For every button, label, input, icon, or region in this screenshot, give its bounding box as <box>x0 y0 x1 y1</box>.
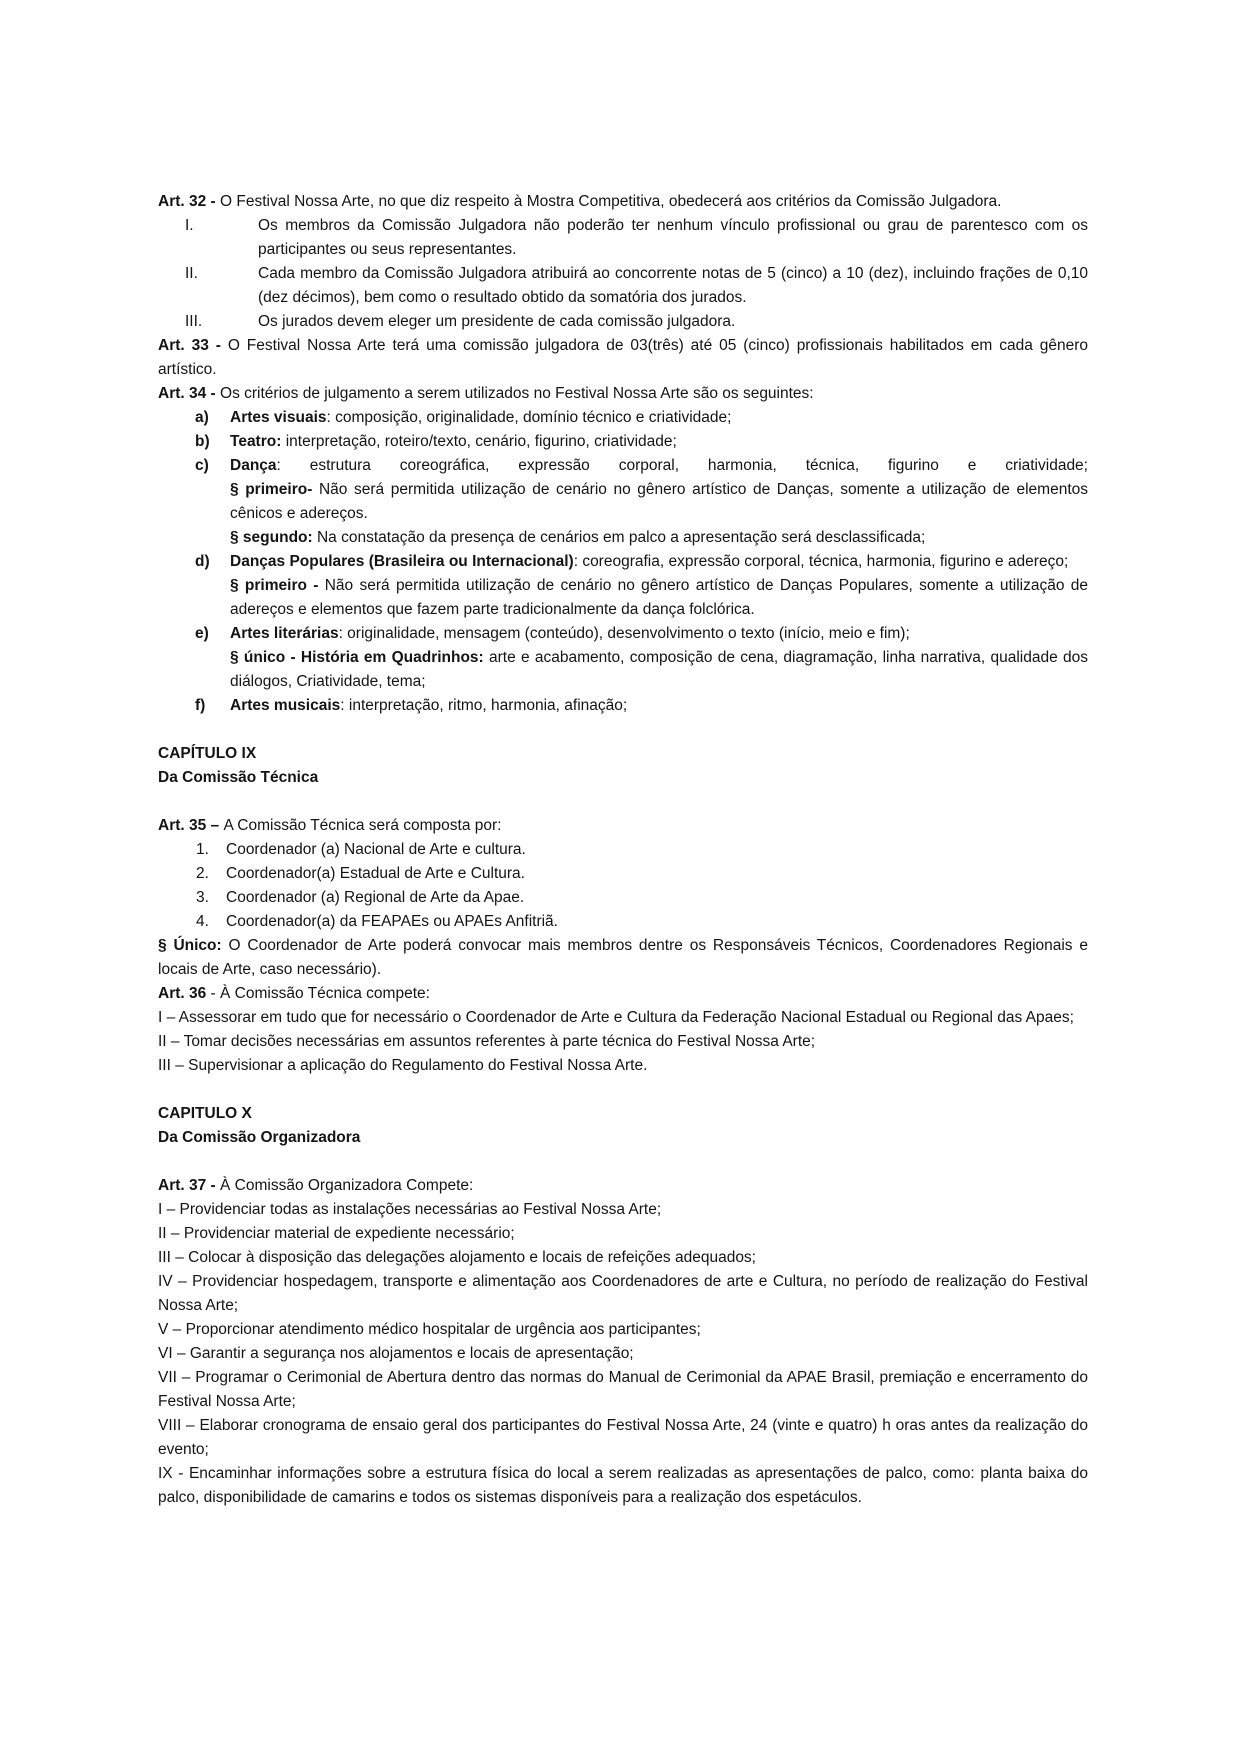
paragraph <box>158 1054 1088 1078</box>
text-run: O Coordenador de Arte poderá convocar mais membros dentre os Responsáveis Técnicos, Coordenadores Regionais e locais de Arte, caso necessário). <box>158 937 1089 978</box>
text-run: O Festival Nossa Arte, no que diz respeito à Mostra Competitiva, obedecerá aos critérios da Comissão Julgadora. <box>220 193 1002 210</box>
text-run: VI – Garantir a segurança nos alojamentos e locais de apresentação; <box>158 1345 634 1362</box>
paragraph <box>158 1174 1088 1198</box>
list-marker: c) <box>195 457 209 474</box>
list-item <box>158 550 1088 574</box>
text-run: § único - História em Quadrinhos: <box>230 649 489 666</box>
text-run: A Comissão Técnica será composta por: <box>223 817 502 834</box>
text-run: - À Comissão Técnica compete: <box>206 985 430 1002</box>
list-item <box>158 214 1088 262</box>
document-body <box>158 190 1088 1510</box>
blank-line <box>158 1078 1088 1102</box>
blank-line <box>158 718 1088 742</box>
text-run: Não será permitida utilização de cenário no gênero artístico de Danças Populares, somente a utilização de adereços e elementos que fazem parte tradicionalmente da dança folclórica. <box>230 577 1088 618</box>
paragraph <box>158 1006 1088 1030</box>
list-marker: 1. <box>196 841 209 858</box>
paragraph <box>158 190 1088 214</box>
text-run: Art. 36 <box>158 985 207 1002</box>
text-run: Artes visuais <box>230 409 327 426</box>
text-run: : originalidade, mensagem (conteúdo), desenvolvimento o texto (início, meio e fim); <box>338 625 910 642</box>
text-run: VII – Programar o Cerimonial de Abertura dentro das normas do Manual de Cerimonial da APAE Brasil, premiação e encerramento do Festival Nossa Arte; <box>158 1369 1088 1410</box>
text-run: Artes musicais <box>230 697 341 714</box>
list-item <box>158 262 1088 310</box>
list-item <box>158 838 1088 862</box>
text-run: Os critérios de julgamento a serem utilizados no Festival Nossa Arte são os seguintes: <box>220 385 814 402</box>
text-run: V – Proporcionar atendimento médico hospitalar de urgência aos participantes; <box>158 1321 701 1338</box>
paragraph <box>158 1414 1088 1462</box>
text-run: § Único: <box>158 937 229 954</box>
text-run: Coordenador(a) Estadual de Arte e Cultura. <box>226 865 525 882</box>
paragraph <box>158 1462 1088 1510</box>
paragraph <box>158 646 1088 694</box>
list-marker: 3. <box>196 889 209 906</box>
text-run: II – Tomar decisões necessárias em assuntos referentes à parte técnica do Festival Nossa Arte; <box>158 1033 816 1050</box>
text-run: Art. 33 - <box>158 337 228 354</box>
text-run: III – Supervisionar a aplicação do Regulamento do Festival Nossa Arte. <box>158 1057 648 1074</box>
text-run: Os membros da Comissão Julgadora não poderão ter nenhum vínculo profissional ou grau de parentesco com os participantes ou seus representantes. <box>258 217 1088 258</box>
text-run: : interpretação, ritmo, harmonia, afinação; <box>340 697 628 714</box>
text-run: Os jurados devem eleger um presidente de cada comissão julgadora. <box>258 313 736 330</box>
text-run: : composição, originalidade, domínio técnico e criatividade; <box>326 409 732 426</box>
paragraph <box>158 1030 1088 1054</box>
list-item <box>158 910 1088 934</box>
list-item <box>158 430 1088 454</box>
text-run: Coordenador (a) Nacional de Arte e cultura. <box>226 841 526 858</box>
text-run: À Comissão Organizadora Compete: <box>220 1177 474 1194</box>
text-run: Da Comissão Técnica <box>158 769 319 786</box>
text-run: II – Providenciar material de expediente necessário; <box>158 1225 515 1242</box>
text-run: IV – Providenciar hospedagem, transporte e alimentação aos Coordenadores de arte e Cultura, no período de realização do Festival Nossa Arte; <box>158 1273 1088 1314</box>
list-item <box>158 886 1088 910</box>
section-heading <box>158 1102 1088 1126</box>
paragraph <box>158 334 1088 382</box>
paragraph <box>158 382 1088 406</box>
paragraph <box>158 814 1088 838</box>
section-heading <box>158 742 1088 766</box>
list-marker: d) <box>195 553 210 570</box>
list-marker: b) <box>195 433 210 450</box>
text-run: Da Comissão Organizadora <box>158 1129 361 1146</box>
text-run: CAPÍTULO IX <box>158 745 257 762</box>
blank-line <box>158 790 1088 814</box>
text-run: Coordenador (a) Regional de Arte da Apae. <box>226 889 525 906</box>
list-item <box>158 406 1088 430</box>
list-marker: e) <box>195 625 209 642</box>
list-marker: 4. <box>196 913 209 930</box>
paragraph <box>158 526 1088 550</box>
paragraph <box>158 934 1088 982</box>
text-run: Dança <box>230 457 277 474</box>
paragraph <box>158 1222 1088 1246</box>
section-heading <box>158 1126 1088 1150</box>
text-run: Teatro: <box>230 433 282 450</box>
paragraph <box>158 1270 1088 1318</box>
paragraph <box>158 1198 1088 1222</box>
list-item <box>158 862 1088 886</box>
text-run: Na constatação da presença de cenários em palco a apresentação será desclassificada; <box>316 529 926 546</box>
list-marker: III. <box>185 313 203 330</box>
paragraph <box>158 478 1088 526</box>
text-run: Art. 34 - <box>158 385 221 402</box>
paragraph <box>158 1318 1088 1342</box>
list-marker: f) <box>195 697 206 714</box>
list-item <box>158 454 1088 478</box>
text-run: Artes literárias <box>230 625 339 642</box>
text-run: Art. 37 - <box>158 1177 221 1194</box>
text-run: § primeiro - <box>230 577 325 594</box>
text-run: VIII – Elaborar cronograma de ensaio geral dos participantes do Festival Nossa Arte, 24 (vinte e quatro) h oras antes da realização do evento; <box>158 1417 1088 1458</box>
paragraph <box>158 1342 1088 1366</box>
text-run: : estrutura coreográfica, expressão corporal, harmonia, técnica, figurino e criatividade; <box>276 457 1088 474</box>
text-run: § primeiro- <box>230 481 319 498</box>
text-run: Cada membro da Comissão Julgadora atribuirá ao concorrente notas de 5 (cinco) a 10 (dez), incluindo frações de 0,10 (dez décimos), bem como o resultado obtido da somatória dos jurados. <box>258 265 1088 306</box>
text-run: O Festival Nossa Arte terá uma comissão julgadora de 03(três) até 05 (cinco) profissionais habilitados em cada gênero artístico. <box>158 337 1089 378</box>
list-marker: 2. <box>196 865 209 882</box>
text-run: IX - Encaminhar informações sobre a estrutura física do local a serem realizadas as apresentações de palco, como: planta baixa do palco, disponibilidade de camarins e todos os sistemas disponíveis para a realização dos espetáculos. <box>158 1465 1088 1506</box>
text-run: interpretação, roteiro/texto, cenário, figurino, criatividade; <box>281 433 677 450</box>
text-run: Coordenador(a) da FEAPAEs ou APAEs Anfitriã. <box>226 913 558 930</box>
text-run: § segundo: <box>230 529 317 546</box>
text-run: Art. 32 - <box>158 193 221 210</box>
text-run: I – Providenciar todas as instalações necessárias ao Festival Nossa Arte; <box>158 1201 662 1218</box>
list-item <box>158 694 1088 718</box>
paragraph <box>158 1366 1088 1414</box>
list-marker: II. <box>185 265 198 282</box>
paragraph <box>158 982 1088 1006</box>
text-run: arte e acabamento, composição de cena, diagramação, linha narrativa, qualidade dos diálogos, Criatividade, tema; <box>230 649 1088 690</box>
text-run: Art. 35 – <box>158 817 224 834</box>
list-item <box>158 310 1088 334</box>
text-run: III – Colocar à disposição das delegações alojamento e locais de refeições adequados; <box>158 1249 756 1266</box>
paragraph <box>158 574 1088 622</box>
list-item <box>158 622 1088 646</box>
list-marker: I. <box>185 217 194 234</box>
text-run: : coreografia, expressão corporal, técnica, harmonia, figurino e adereço; <box>573 553 1069 570</box>
section-heading <box>158 766 1088 790</box>
text-run: Danças Populares (Brasileira ou Internacional) <box>230 553 574 570</box>
text-run: I – Assessorar em tudo que for necessário o Coordenador de Arte e Cultura da Federação Nacional Estadual ou Regional das Apaes; <box>158 1009 1074 1026</box>
list-marker: a) <box>195 409 209 426</box>
blank-line <box>158 1150 1088 1174</box>
text-run: CAPITULO X <box>158 1105 252 1122</box>
text-run: Não será permitida utilização de cenário no gênero artístico de Danças, somente a utilização de elementos cênicos e adereços. <box>230 481 1088 522</box>
paragraph <box>158 1246 1088 1270</box>
